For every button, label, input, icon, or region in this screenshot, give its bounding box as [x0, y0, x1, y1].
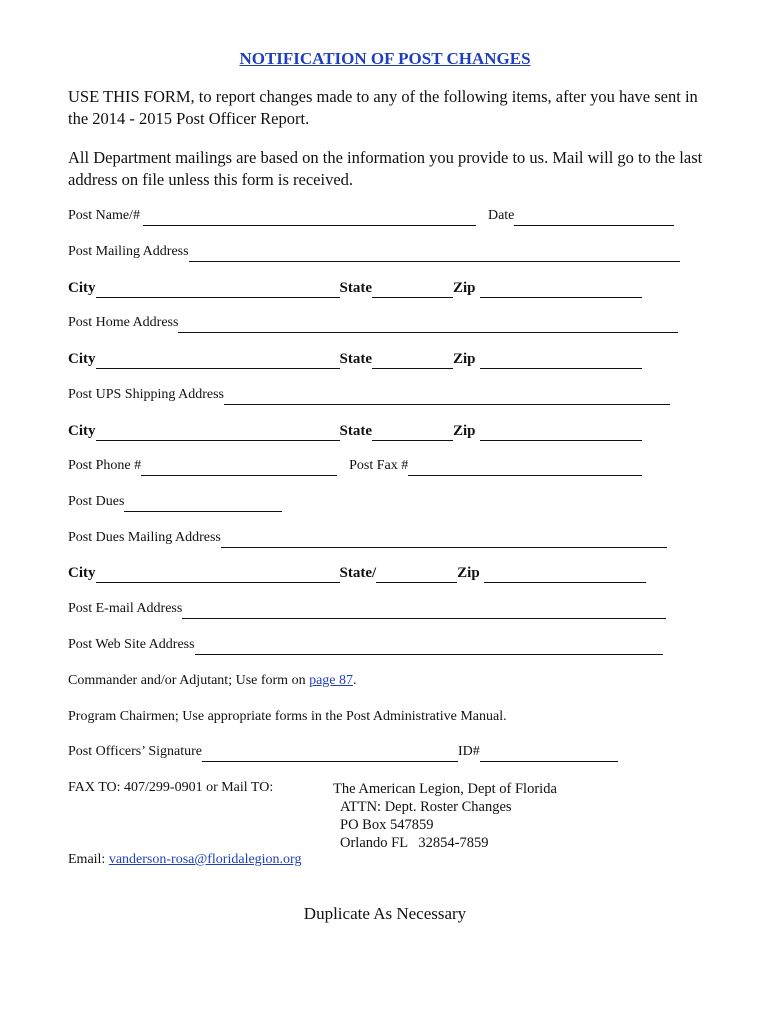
commander-note-suffix: .	[353, 673, 357, 688]
city-field[interactable]	[96, 283, 340, 298]
state-field[interactable]	[376, 568, 457, 583]
state-label: State	[339, 280, 372, 296]
home-address-field[interactable]	[178, 318, 678, 333]
state-field[interactable]	[372, 426, 453, 441]
city-field[interactable]	[96, 426, 340, 441]
fax-to-text: FAX TO: 407/299-0901 or Mail TO:	[68, 780, 274, 795]
commander-note	[68, 671, 357, 691]
website-label: Post Web Site Address	[68, 637, 195, 652]
signature-row	[68, 742, 618, 762]
city-label: City	[68, 423, 96, 439]
program-note-text: Program Chairmen; Use appropriate forms in the Post Administrative Manual.	[68, 709, 507, 724]
page-87-link[interactable]: page 87	[309, 673, 354, 688]
mail-address-block	[333, 780, 557, 852]
email-contact-label: Email:	[68, 852, 109, 867]
email-contact-link[interactable]: vanderson-rosa@floridalegion.org	[108, 852, 302, 867]
zip-label: Zip	[453, 280, 476, 296]
home-address-label: Post Home Address	[68, 315, 179, 330]
dues-label: Post Dues	[68, 494, 125, 509]
post-name-label: Post Name/#	[68, 208, 140, 223]
zip-label: Zip	[453, 351, 476, 367]
zip-field[interactable]	[480, 354, 642, 369]
mailing-address-row	[68, 242, 680, 262]
phone-field[interactable]	[141, 461, 337, 476]
state-label: State/	[339, 565, 377, 581]
footer-note: Duplicate As Necessary	[303, 904, 467, 923]
zip-field[interactable]	[480, 426, 642, 441]
mail-address-line-3: PO Box 547859	[340, 817, 434, 833]
city-state-zip-row-4	[68, 563, 646, 583]
city-state-zip-row-1	[68, 278, 642, 298]
home-address-row	[68, 313, 678, 333]
phone-label: Post Phone #	[68, 458, 142, 473]
city-field[interactable]	[96, 354, 340, 369]
dues-mailing-address-label: Post Dues Mailing Address	[68, 530, 221, 545]
date-field[interactable]	[514, 211, 674, 226]
state-field[interactable]	[372, 354, 453, 369]
commander-note-text: Commander and/or Adjutant; Use form on	[68, 673, 310, 688]
fax-label: Post Fax #	[349, 458, 409, 473]
mail-address-line-4: Orlando FL 32854-7859	[340, 835, 489, 851]
signature-field[interactable]	[202, 747, 458, 762]
dues-mailing-address-row	[68, 528, 667, 548]
dues-mailing-address-field[interactable]	[221, 533, 667, 548]
signature-label: Post Officers’ Signature	[68, 744, 203, 759]
program-note	[68, 707, 507, 727]
mailing-address-label: Post Mailing Address	[68, 244, 189, 259]
mail-address-line-2: ATTN: Dept. Roster Changes	[340, 799, 512, 815]
zip-field[interactable]	[480, 283, 642, 298]
dues-row	[68, 492, 282, 512]
zip-label: Zip	[457, 565, 480, 581]
date-label: Date	[487, 208, 515, 223]
ups-address-label: Post UPS Shipping Address	[68, 387, 224, 402]
email-address-field[interactable]	[182, 604, 666, 619]
id-field[interactable]	[480, 747, 618, 762]
zip-label: Zip	[453, 423, 476, 439]
post-name-row	[68, 206, 674, 226]
form-title: NOTIFICATION OF POST CHANGES	[239, 49, 531, 68]
mailing-address-field[interactable]	[189, 247, 680, 262]
ups-address-field[interactable]	[224, 390, 670, 405]
email-row	[68, 599, 666, 619]
email-address-label: Post E-mail Address	[68, 601, 183, 616]
intro-paragraph: USE THIS FORM, to report changes made to any of the following items, after you have sent in the 2014 - 2015 Post Officer Report.	[68, 87, 698, 128]
city-state-zip-row-3	[68, 421, 642, 441]
website-field[interactable]	[195, 640, 663, 655]
post-name-field[interactable]	[143, 211, 476, 226]
id-label: ID#	[458, 744, 480, 759]
state-field[interactable]	[372, 283, 453, 298]
state-label: State	[339, 423, 372, 439]
city-label: City	[68, 280, 96, 296]
zip-field[interactable]	[484, 568, 646, 583]
mail-address-line-1: The American Legion, Dept of Florida	[333, 781, 557, 797]
city-state-zip-row-2	[68, 349, 642, 369]
city-field[interactable]	[96, 568, 340, 583]
city-label: City	[68, 565, 96, 581]
dues-field[interactable]	[124, 497, 282, 512]
mailings-paragraph: All Department mailings are based on the information you provide to us. Mail will go to the last address on file unless this form is received.	[68, 148, 703, 189]
city-label: City	[68, 351, 96, 367]
fax-field[interactable]	[408, 461, 642, 476]
phone-fax-row	[68, 456, 642, 476]
website-row	[68, 635, 663, 655]
ups-address-row	[68, 385, 670, 405]
email-contact-row	[68, 850, 301, 870]
state-label: State	[339, 351, 372, 367]
fax-to-row	[68, 778, 273, 798]
